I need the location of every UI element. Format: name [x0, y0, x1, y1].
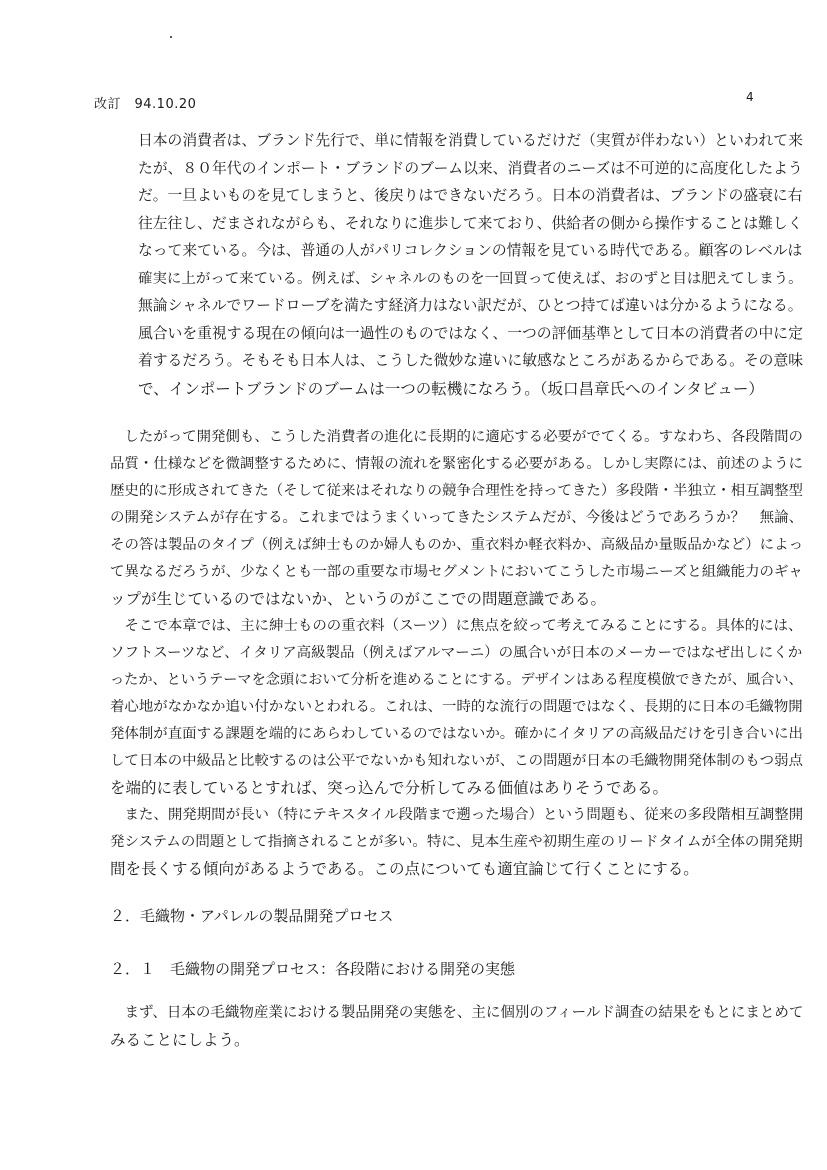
body-line: そこで本章では、主に紳士ものの重衣料（スーツ）に焦点を絞って考えてみることにする。具体的には、: [110, 618, 803, 634]
quote-line: 無論シャネルでワードローブを満たす経済力はない訳だが、ひとつ持てば違いは分かるようになる。: [138, 297, 803, 314]
body-line: まず、日本の毛織物産業における製品開発の実態を、主に個別のフィールド調査の結果をもとにまとめて: [110, 1005, 804, 1021]
quote-line: 確実に上がって来ている。例えば、シャネルのものを一回買って使えば、おのずと目は肥えてしまう。: [138, 271, 803, 287]
quote-line: 風合いを重視する現在の傾向は一過性のものではなく、一つの評価基準として日本の消費者の中に定: [138, 325, 803, 342]
body-line: ソフトスーツなど、イタリア高級製品（例えばアルマーニ）の風合いが日本のメーカーではなぜ出しにくか: [110, 645, 803, 661]
body-line: その答は製品のタイプ（例えば紳士ものか婦人ものか、重衣料か軽衣料か、高級品か量販品かなど）によっ: [110, 537, 804, 553]
page-number: 4: [746, 90, 754, 104]
subsection-heading: ２．１ 毛織物の開発プロセス：各段階における開発の実態: [110, 960, 516, 978]
body-line: ったか、というテーマを念頭において分析を進めることにする。デザインはある程度模倣できたが、風合い、: [110, 672, 803, 688]
quote-line: 着するだろう。そもそも日本人は、こうした微妙な違いに敏感なところがあるからである。その意味: [138, 352, 804, 369]
body-line: また、開発期間が長い（特にテキスタイル段階まで遡った場合）という問題も、従来の多段階相互調整開: [110, 807, 804, 823]
body-line: したがって開発側も、こうした消費者の進化に長期的に適応する必要がでてくる。すなわち、各段階間の: [110, 429, 803, 445]
body-line: ップが生じているのではないか、というのがここでの問題意識である。: [110, 590, 607, 608]
quote-line: たが、８０年代のインポート・ブランドのブーム以来、消費者のニーズは不可逆的に高度化したよう: [138, 160, 803, 177]
body-line: を端的に表しているとすれば、突っ込んで分析してみる価値はありそうである。: [110, 779, 669, 797]
quote-line: なって来ている。今は、普通の人がパリコレクションの情報を見ている時代である。顧客のレベルは: [138, 242, 803, 259]
quote-line: 往左往し、だまされながらも、それなりに進歩して来ており、供給者の側から操作することは難しく: [138, 215, 803, 232]
body-line: して日本の中級品と比較するのは公平でないかも知れないが、この問題が日本の毛織物開発体制のもつ弱点: [110, 753, 803, 769]
body-line: みることにしよう。: [110, 1031, 250, 1049]
body-line: 間を長くする傾向があるようである。この点についても適宜論じて行くことにする。: [110, 860, 699, 878]
section-heading: ２．毛織物・アパレルの製品開発プロセス: [110, 907, 394, 925]
body-line: て異なるだろうが、少なくとも一部の重要な市場セグメントにおいてこうした市場ニーズと組織能力のギャ: [110, 564, 803, 580]
body-line: 着心地がなかなか追い付かないとわれる。これは、一時的な流行の問題ではなく、長期的に日本の毛織物開: [110, 699, 803, 715]
body-line: 品質・仕様などを微調整するために、情報の流れを緊密化する必要がある。しかし実際には、前述のように: [110, 456, 803, 472]
body-line: 発システムの問題として指摘されることが多い。特に、見本生産や初期生産のリードタイムが全体の開発期: [110, 834, 803, 850]
quote-line: で、インポートブランドのブームは一つの転機になろう。（坂口昌章氏へのインタビュー）: [138, 380, 764, 398]
body-line: 発体制が直面する課題を端的にあらわしているのではないか。確かにイタリアの高級品だけを引き合いに出: [110, 726, 803, 742]
body-line: の開発システムが存在する。これまではうまくいってきたシステムだが、今後はどうであろうか？ 無論、: [110, 510, 804, 526]
body-line: 歴史的に形成されてきた（そして従来はそれなりの競争合理性を持ってきた）多段階・半独立・相互調整型: [110, 483, 803, 499]
quote-line: だ。一旦よいものを見てしまうと、後戻りはできないだろう。日本の消費者は、ブランドの盛衰に右: [138, 187, 803, 204]
quote-line: 日本の消費者は、ブランド先行で、単に情報を消費しているだけだ（実質が伴わない）といわれて来: [138, 132, 803, 149]
revision-date: 改訂 94.10.20: [94, 97, 197, 112]
scan-speck: [170, 36, 172, 38]
